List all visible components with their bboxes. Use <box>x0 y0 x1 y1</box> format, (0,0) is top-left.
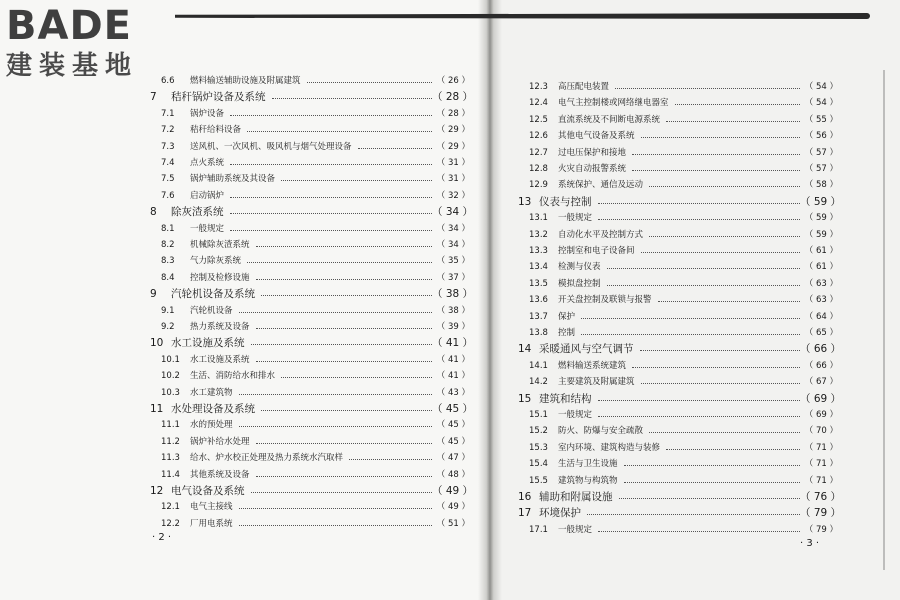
toc-entry-number: 7.4 <box>161 158 175 168</box>
toc-page-number: （ 45 ） <box>432 403 474 415</box>
toc-entry-number: 8.2 <box>161 240 175 250</box>
toc-entry-number: 15.5 <box>529 475 548 486</box>
toc-section-entry[interactable] <box>518 276 838 292</box>
book-spine-gutter <box>478 0 502 600</box>
toc-dot-leader <box>666 440 800 450</box>
toc-chapter-entry[interactable] <box>150 204 474 220</box>
toc-entry-number: 14.2 <box>529 377 548 388</box>
toc-dot-leader <box>230 106 432 116</box>
toc-entry-number: 7.1 <box>161 108 175 119</box>
toc-section-entry[interactable] <box>518 423 838 439</box>
toc-entry-title: 水的预处理 <box>190 420 233 431</box>
toc-page-number: （ 61 ） <box>804 246 838 256</box>
toc-entry-title: 采暖通风与空气调节 <box>539 343 634 356</box>
toc-page-number: （ 71 ） <box>804 442 838 453</box>
toc-section-entry[interactable] <box>150 319 470 335</box>
toc-dot-leader <box>256 270 432 280</box>
toc-entry-title: 其他电气设备及系统 <box>558 131 635 142</box>
toc-page-number: （ 34 ） <box>436 240 470 250</box>
toc-entry-title: 锅炉补给水处理 <box>190 436 250 447</box>
toc-entry-title: 生活、消防给水和排水 <box>190 371 276 382</box>
toc-entry-number: 15.2 <box>529 426 548 437</box>
toc-entry-title: 水工设施及系统 <box>171 337 245 350</box>
toc-entry-number: 12.9 <box>529 180 548 191</box>
toc-section-entry[interactable] <box>150 417 470 433</box>
toc-dot-leader <box>281 171 432 181</box>
toc-dot-leader <box>658 292 800 302</box>
toc-entry-number: 13.2 <box>529 229 548 240</box>
toc-page-number: （ 64 ） <box>804 311 838 322</box>
toc-section-entry[interactable] <box>518 473 838 489</box>
toc-entry-title: 秸秆锅炉设备及系统 <box>171 91 266 104</box>
toc-section-entry[interactable] <box>518 407 838 423</box>
toc-dot-leader <box>598 391 800 401</box>
toc-entry-title: 启动锅炉 <box>190 190 225 201</box>
toc-entry-title: 模拟盘控制 <box>558 278 601 289</box>
page-edge-shadow <box>883 70 885 570</box>
toc-entry-title: 一般规定 <box>558 410 593 420</box>
toc-entry-title: 保护 <box>558 311 576 322</box>
toc-page-number: （ 26 ） <box>436 76 470 86</box>
toc-dot-leader <box>666 112 800 122</box>
toc-entry-title: 系统保护、通信及远动 <box>558 180 644 191</box>
toc-dot-leader <box>247 122 432 132</box>
toc-section-entry[interactable] <box>150 467 470 483</box>
toc-entry-title: 汽轮机设备 <box>190 305 233 316</box>
toc-entry-title: 其他系统及设备 <box>190 469 250 480</box>
toc-section-entry[interactable] <box>518 210 838 226</box>
toc-page-number: （ 54 ） <box>804 98 838 109</box>
toc-section-entry[interactable] <box>518 95 838 111</box>
toc-dot-leader <box>281 368 432 378</box>
left-page-number: · 2 · <box>152 532 172 543</box>
toc-entry-title: 锅炉辅助系统及其设备 <box>190 174 276 185</box>
toc-entry-title: 电气主接线 <box>190 502 233 513</box>
toc-page-number: （ 29 ） <box>436 141 470 152</box>
toc-page-number: （ 59 ） <box>800 195 842 208</box>
toc-section-entry[interactable] <box>518 374 838 390</box>
toc-page-number: （ 39 ） <box>436 322 470 332</box>
toc-entry-title: 生活与卫生设施 <box>558 459 618 470</box>
toc-entry-number: 8.4 <box>161 272 175 283</box>
toc-entry-title: 开关盘控制及联锁与报警 <box>558 295 652 306</box>
toc-entry-number: 13.5 <box>529 278 548 289</box>
toc-entry-number: 9 <box>150 288 157 301</box>
toc-dot-leader <box>632 145 800 155</box>
toc-entry-title: 气力除灰系统 <box>190 256 242 267</box>
watermark-logo <box>6 4 176 82</box>
toc-dot-leader <box>624 473 800 483</box>
toc-page-number: （ 34 ） <box>432 206 474 219</box>
toc-section-entry[interactable] <box>518 243 838 259</box>
toc-entry-number: 15.3 <box>529 442 548 453</box>
toc-page-number: （ 63 ） <box>804 278 838 289</box>
toc-section-entry[interactable] <box>150 155 470 171</box>
toc-entry-title: 燃料输送辅助设施及附属建筑 <box>190 76 301 86</box>
toc-section-entry[interactable] <box>518 128 838 144</box>
toc-entry-title: 送风机、一次风机、吸风机与烟气处理设备 <box>190 141 352 152</box>
toc-page-number: （ 63 ） <box>804 295 838 306</box>
toc-page-number: （ 38 ） <box>436 305 470 316</box>
toc-entry-title: 室内环境、建筑构造与装修 <box>558 442 661 453</box>
logo-subtitle: 建装基地 <box>6 51 139 81</box>
toc-chapter-entry[interactable] <box>518 489 842 505</box>
toc-chapter-entry[interactable] <box>518 505 842 521</box>
toc-dot-leader <box>256 467 432 477</box>
toc-entry-title: 电气设备及系统 <box>171 485 245 497</box>
toc-section-entry[interactable] <box>518 309 838 325</box>
toc-entry-number: 12.2 <box>161 518 180 529</box>
toc-page-number: （ 48 ） <box>436 469 470 480</box>
toc-entry-title: 除灰渣系统 <box>171 206 224 219</box>
toc-entry-title: 点火系统 <box>190 158 225 168</box>
toc-page-number: （ 41 ） <box>436 354 470 365</box>
toc-section-entry[interactable] <box>518 440 838 456</box>
toc-entry-title: 一般规定 <box>558 213 593 224</box>
toc-page-number: （ 66 ） <box>804 360 838 371</box>
toc-section-entry[interactable] <box>518 177 838 193</box>
toc-dot-leader <box>640 341 800 351</box>
toc-entry-title: 控制 <box>558 328 576 338</box>
toc-entry-title: 热力系统及设备 <box>190 322 250 332</box>
toc-entry-title: 建筑和结构 <box>539 392 592 405</box>
toc-section-entry[interactable] <box>150 73 470 89</box>
toc-entry-number: 6.6 <box>161 76 175 86</box>
toc-dot-leader <box>261 286 432 296</box>
toc-page-number: （ 56 ） <box>804 131 838 142</box>
toc-section-entry[interactable] <box>518 325 838 341</box>
toc-dot-leader <box>251 483 432 493</box>
toc-dot-leader <box>239 516 432 526</box>
toc-entry-number: 12.7 <box>529 147 548 158</box>
toc-entry-title: 厂用电系统 <box>190 518 233 529</box>
toc-dot-leader <box>649 177 800 187</box>
toc-dot-leader <box>598 194 800 204</box>
toc-entry-title: 环境保护 <box>539 507 581 520</box>
toc-entry-number: 10.1 <box>161 354 180 365</box>
toc-dot-leader <box>675 95 800 105</box>
toc-page-number: （ 43 ） <box>436 387 470 398</box>
toc-entry-number: 14 <box>518 343 532 356</box>
toc-section-entry[interactable] <box>518 79 838 95</box>
toc-entry-title: 控制及检修设施 <box>190 272 250 283</box>
toc-section-entry[interactable] <box>150 221 470 237</box>
toc-dot-leader <box>587 505 800 515</box>
toc-page-number: （ 41 ） <box>436 371 470 382</box>
toc-page-number: （ 51 ） <box>436 518 470 529</box>
toc-page-number: （ 55 ） <box>804 114 838 125</box>
toc-dot-leader <box>230 204 432 214</box>
toc-entry-number: 12.5 <box>529 114 548 125</box>
toc-entry-number: 14.1 <box>529 360 548 371</box>
toc-section-entry[interactable] <box>518 161 838 177</box>
toc-section-entry[interactable] <box>150 499 470 515</box>
toc-entry-title: 直流系统及不间断电源系统 <box>558 114 661 125</box>
toc-dot-leader <box>624 456 800 466</box>
toc-dot-leader <box>256 237 432 247</box>
toc-dot-leader <box>272 89 432 99</box>
toc-entry-number: 17.1 <box>529 524 548 535</box>
toc-dot-leader <box>598 210 800 220</box>
toc-page-number: （ 59 ） <box>804 213 838 224</box>
toc-page-number: （ 29 ） <box>436 125 470 136</box>
toc-entry-number: 11 <box>150 403 164 415</box>
toc-dot-leader <box>247 253 432 263</box>
toc-page-number: （ 66 ） <box>800 343 842 356</box>
toc-chapter-entry[interactable] <box>150 483 474 499</box>
toc-entry-title: 汽轮机设备及系统 <box>171 288 255 301</box>
toc-entry-title: 水处理设备及系统 <box>171 403 255 415</box>
toc-section-entry[interactable] <box>150 385 470 401</box>
toc-section-entry[interactable] <box>150 270 470 286</box>
toc-section-entry[interactable] <box>518 112 838 128</box>
toc-page-number: （ 65 ） <box>804 328 838 338</box>
toc-section-entry[interactable] <box>150 516 470 532</box>
right-page-number: · 3 · <box>800 538 820 549</box>
toc-entry-number: 13.6 <box>529 295 548 306</box>
toc-section-entry[interactable] <box>518 456 838 472</box>
toc-page-number: （ 38 ） <box>432 288 474 301</box>
toc-page-number: （ 69 ） <box>800 392 842 405</box>
toc-dot-leader <box>239 499 432 509</box>
toc-dot-leader <box>619 489 800 499</box>
toc-page-number: （ 31 ） <box>436 158 470 168</box>
toc-page-number: （ 71 ） <box>804 459 838 470</box>
toc-dot-leader <box>649 423 800 433</box>
toc-dot-leader <box>598 407 800 417</box>
toc-section-entry[interactable] <box>518 227 838 243</box>
toc-section-entry[interactable] <box>150 139 470 155</box>
toc-entry-number: 11.2 <box>161 436 180 447</box>
toc-dot-leader <box>239 385 432 395</box>
toc-entry-title: 电气主控制楼或网络继电器室 <box>558 98 669 109</box>
toc-entry-number: 16 <box>518 491 532 503</box>
toc-entry-title: 燃料输送系统建筑 <box>558 360 627 371</box>
toc-entry-title: 秸秆给料设备 <box>190 125 242 136</box>
toc-dot-leader <box>641 243 800 253</box>
toc-entry-number: 11.1 <box>161 420 180 431</box>
toc-page-number: （ 58 ） <box>804 180 838 191</box>
toc-section-entry[interactable] <box>150 450 470 466</box>
toc-entry-number: 10.3 <box>161 387 180 398</box>
toc-dot-leader <box>598 522 800 532</box>
toc-entry-number: 13.3 <box>529 246 548 256</box>
toc-dot-leader <box>607 259 800 269</box>
toc-entry-title: 高压配电装置 <box>558 82 610 92</box>
toc-page-number: （ 61 ） <box>804 262 838 273</box>
toc-entry-number: 12.4 <box>529 98 548 109</box>
toc-entry-number: 13.7 <box>529 311 548 322</box>
toc-entry-number: 17 <box>518 507 532 520</box>
toc-entry-title: 给水、炉水校正处理及热力系统水汽取样 <box>190 453 344 464</box>
toc-entry-title: 水工建筑物 <box>190 387 233 398</box>
toc-dot-leader <box>230 155 432 165</box>
toc-section-entry[interactable] <box>150 237 470 253</box>
toc-dot-leader <box>239 417 432 427</box>
toc-entry-number: 7.5 <box>161 174 175 185</box>
toc-dot-leader <box>349 450 432 460</box>
toc-page-number: （ 67 ） <box>804 377 838 388</box>
toc-entry-number: 7.2 <box>161 125 175 136</box>
toc-section-entry[interactable] <box>518 522 838 538</box>
toc-section-entry[interactable] <box>150 253 470 269</box>
toc-section-entry[interactable] <box>518 292 838 308</box>
toc-section-entry[interactable] <box>150 352 470 368</box>
toc-entry-number: 12 <box>150 485 164 497</box>
toc-page-number: （ 57 ） <box>804 147 838 158</box>
toc-section-entry[interactable] <box>150 171 470 187</box>
toc-section-entry[interactable] <box>518 358 838 374</box>
toc-entry-number: 12.6 <box>529 131 548 142</box>
toc-section-entry[interactable] <box>150 106 470 122</box>
toc-page-number: （ 49 ） <box>436 502 470 513</box>
toc-chapter-entry[interactable] <box>518 194 842 210</box>
toc-page-number: （ 54 ） <box>804 82 838 92</box>
toc-chapter-entry[interactable] <box>150 335 474 351</box>
toc-page-number: （ 32 ） <box>436 190 470 201</box>
toc-dot-leader <box>230 221 432 231</box>
toc-entry-title: 防火、防爆与安全疏散 <box>558 426 644 437</box>
toc-section-entry[interactable] <box>150 368 470 384</box>
toc-entry-number: 12.3 <box>529 82 548 92</box>
toc-dot-leader <box>615 79 800 89</box>
toc-entry-number: 10 <box>150 337 164 350</box>
toc-entry-number: 7 <box>150 91 157 104</box>
toc-page-number: （ 31 ） <box>436 174 470 185</box>
toc-page-number: （ 45 ） <box>436 436 470 447</box>
toc-dot-leader <box>649 227 800 237</box>
toc-page-number: （ 28 ） <box>436 108 470 119</box>
toc-page-number: （ 70 ） <box>804 426 838 437</box>
toc-entry-title: 过电压保护和接地 <box>558 147 627 158</box>
toc-entry-number: 11.3 <box>161 453 180 464</box>
toc-chapter-entry[interactable] <box>518 391 842 407</box>
toc-page-number: （ 69 ） <box>804 410 838 420</box>
toc-section-entry[interactable] <box>150 122 470 138</box>
toc-dot-leader <box>256 434 432 444</box>
toc-page-number: （ 79 ） <box>804 524 838 535</box>
toc-section-entry[interactable] <box>150 188 470 204</box>
toc-page-number: （ 35 ） <box>436 256 470 267</box>
toc-page-number: （ 59 ） <box>804 229 838 240</box>
toc-dot-leader <box>239 303 432 313</box>
toc-dot-leader <box>581 309 800 319</box>
toc-dot-leader <box>632 358 800 368</box>
toc-page-number: （ 47 ） <box>436 453 470 464</box>
toc-dot-leader <box>641 128 800 138</box>
toc-entry-number: 13 <box>518 195 532 208</box>
toc-dot-leader <box>581 325 800 335</box>
toc-entry-number: 9.1 <box>161 305 175 316</box>
toc-entry-title: 仪表与控制 <box>539 195 592 208</box>
toc-entry-number: 12.1 <box>161 502 180 513</box>
toc-dot-leader <box>641 374 800 384</box>
toc-entry-number: 8.1 <box>161 223 175 234</box>
logo-wordmark: BADE <box>6 3 132 49</box>
toc-entry-title: 水工设施及系统 <box>190 354 250 365</box>
toc-page-number: （ 34 ） <box>436 223 470 234</box>
toc-entry-title: 检测与仪表 <box>558 262 601 273</box>
toc-section-entry[interactable] <box>518 145 838 161</box>
toc-entry-title: 锅炉设备 <box>190 108 225 119</box>
toc-entry-title: 辅助和附属设施 <box>539 491 613 503</box>
toc-dot-leader <box>607 276 800 286</box>
toc-page-number: （ 57 ） <box>804 164 838 174</box>
toc-entry-title: 控制室和电子设备间 <box>558 246 635 256</box>
toc-dot-leader <box>256 319 432 329</box>
toc-chapter-entry[interactable] <box>150 286 474 302</box>
toc-dot-leader <box>256 352 432 362</box>
toc-entry-number: 15 <box>518 392 532 405</box>
toc-entry-number: 9.2 <box>161 322 175 332</box>
toc-entry-title: 一般规定 <box>558 524 593 535</box>
toc-dot-leader <box>358 139 432 149</box>
toc-dot-leader <box>632 161 800 171</box>
toc-entry-number: 7.3 <box>161 141 175 152</box>
toc-chapter-entry[interactable] <box>150 89 474 105</box>
toc-entry-number: 8 <box>150 206 157 219</box>
toc-chapter-entry[interactable] <box>150 401 474 417</box>
toc-page-number: （ 71 ） <box>804 475 838 486</box>
toc-page-number: （ 76 ） <box>800 491 842 503</box>
toc-entry-number: 7.6 <box>161 190 175 201</box>
toc-entry-number: 10.2 <box>161 371 180 382</box>
toc-entry-title: 一般规定 <box>190 223 225 234</box>
toc-section-entry[interactable] <box>150 434 470 450</box>
toc-entry-number: 13.4 <box>529 262 548 273</box>
toc-page-number: （ 45 ） <box>436 420 470 431</box>
toc-entry-number: 13.1 <box>529 213 548 224</box>
toc-entry-title: 自动化水平及控制方式 <box>558 229 644 240</box>
toc-entry-title: 建筑物与构筑物 <box>558 475 618 486</box>
toc-page-number: （ 79 ） <box>800 507 842 520</box>
toc-entry-title: 火灾自动报警系统 <box>558 164 627 174</box>
toc-page-number: （ 37 ） <box>436 272 470 283</box>
toc-section-entry[interactable] <box>518 259 838 275</box>
toc-entry-number: 13.8 <box>529 328 548 338</box>
toc-page-number: （ 28 ） <box>432 91 474 104</box>
toc-entry-number: 11.4 <box>161 469 180 480</box>
toc-section-entry[interactable] <box>150 303 470 319</box>
toc-chapter-entry[interactable] <box>518 341 842 357</box>
toc-dot-leader <box>230 188 432 198</box>
toc-dot-leader <box>251 335 432 345</box>
toc-entry-title: 机械除灰渣系统 <box>190 240 250 250</box>
toc-dot-leader <box>307 73 432 83</box>
toc-entry-title: 主要建筑及附属建筑 <box>558 377 635 388</box>
toc-entry-number: 15.4 <box>529 459 548 470</box>
toc-entry-number: 15.1 <box>529 410 548 420</box>
toc-dot-leader <box>261 401 432 411</box>
toc-entry-number: 8.3 <box>161 256 175 267</box>
toc-page-number: （ 49 ） <box>432 485 474 497</box>
toc-page-number: （ 41 ） <box>432 337 474 350</box>
toc-entry-number: 12.8 <box>529 164 548 174</box>
